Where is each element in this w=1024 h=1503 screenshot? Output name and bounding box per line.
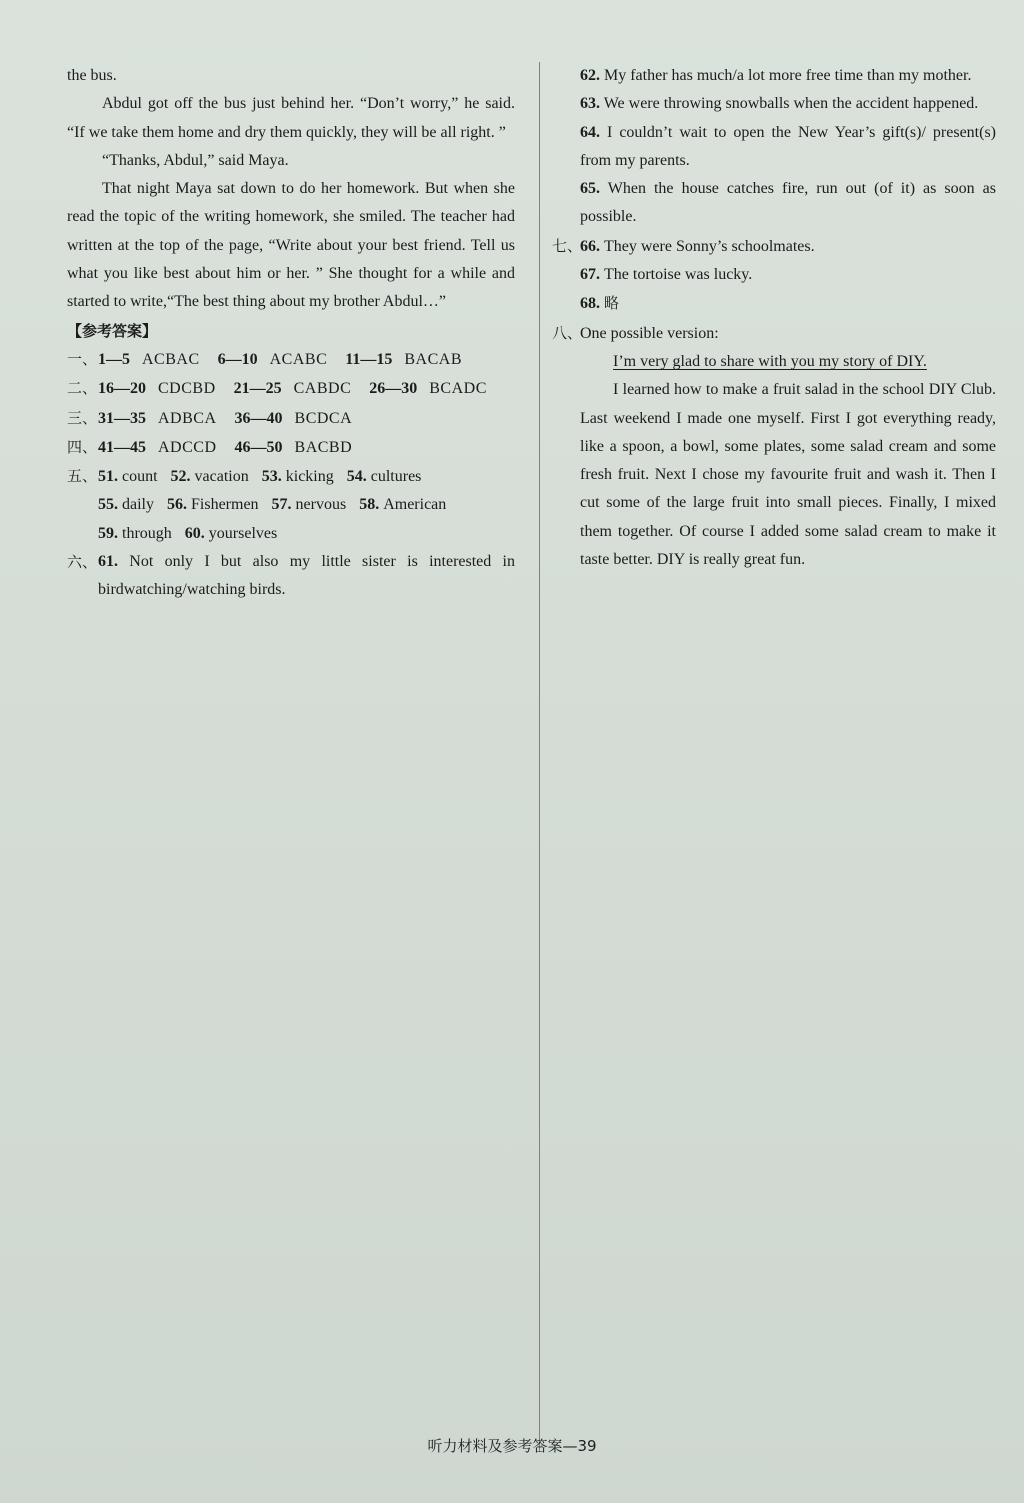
answer-section-3: [67, 404, 515, 433]
answer-section-1: [67, 345, 515, 374]
section-label: 三、: [67, 408, 98, 427]
page-footer: 听力材料及参考答案—39: [427, 1437, 597, 1455]
answer-section-5-row-1: [67, 462, 515, 491]
answer-word: nervous: [295, 496, 347, 514]
answer-key: ADBCA: [158, 409, 217, 427]
answer-sentence: They were Sonny’s schoolmates.: [604, 237, 815, 255]
story-paragraph: Abdul got off the bus just behind her. “Don’t worry,” he said. “If we take them home and dry them quickly, they will be all right. ”: [67, 95, 515, 141]
answer-item: [552, 289, 996, 318]
question-number: 59.: [98, 524, 118, 542]
answer-range: 26—30: [369, 380, 418, 398]
answer-sentence: The tortoise was lucky.: [604, 266, 753, 284]
answer-word: cultures: [370, 468, 422, 486]
essay-title-text: I’m very glad to share with you my story of DIY.: [613, 352, 927, 370]
question-number: 57.: [271, 496, 292, 514]
answer-key: BCADC: [429, 380, 487, 398]
answer-range: 6—10: [217, 350, 258, 368]
answers-heading: 【参考答案】: [67, 321, 158, 340]
question-number: 51.: [98, 468, 118, 486]
question-number: 68.: [580, 295, 600, 313]
story-line: the bus.: [67, 67, 117, 84]
answer-key: ACBAC: [142, 350, 200, 368]
answer-section-4: [67, 433, 515, 462]
answer-section-5-row-2: [67, 491, 515, 519]
version-label: One possible version:: [580, 324, 719, 342]
section-label: 五、: [67, 467, 98, 486]
section-label: 二、: [67, 379, 98, 398]
answer-range: 36—40: [234, 409, 283, 427]
question-number: 53.: [261, 468, 282, 486]
column-divider: [539, 62, 540, 1452]
answer-range: 16—20: [98, 380, 146, 398]
answer-word: Fishermen: [191, 496, 259, 514]
section-label: 四、: [67, 437, 98, 456]
answer-word: American: [383, 496, 447, 514]
answer-section-8: [552, 319, 996, 348]
answer-sentence: Not only I but also my little sister is interested in birdwatching/watching birds.: [98, 553, 516, 599]
answer-section-2: [67, 374, 515, 403]
answer-key: BCDCA: [294, 409, 353, 427]
answer-word: count: [122, 468, 158, 486]
answer-range: 46—50: [234, 438, 283, 456]
answer-word: through: [122, 524, 172, 542]
answer-key: BACAB: [404, 350, 462, 368]
question-number: 55.: [98, 496, 118, 514]
question-number: 52.: [170, 468, 191, 486]
essay-body: I learned how to make a fruit salad in the school DIY Club. Last weekend I made one myself. First I got everything ready, like a spoon, a bowl, some plates, some salad cream and some fresh fruit. Next I chose my favourite fruit and wash it. Then I cut some of the large fruit into small pieces. Finally, I mixed them together. Of course I added some salad cream to make it taste better. DIY is really great fun.: [580, 381, 996, 569]
section-label: 七、: [552, 236, 583, 255]
answer-item: [552, 90, 996, 118]
question-number: 60.: [184, 524, 205, 542]
question-number: 63.: [580, 95, 600, 113]
question-number: 58.: [359, 496, 380, 514]
answer-word: daily: [122, 496, 154, 514]
answer-word: vacation: [194, 468, 249, 486]
answer-key: CABDC: [293, 380, 352, 398]
answer-item: [552, 261, 996, 289]
question-number: 56.: [167, 496, 187, 514]
question-number: 65.: [580, 180, 600, 198]
answer-section-6: [67, 548, 515, 605]
answer-key: CDCBD: [158, 380, 216, 398]
story-paragraph: “Thanks, Abdul,” said Maya.: [102, 151, 289, 169]
answer-key: BACBD: [294, 438, 353, 456]
question-number: 67.: [580, 266, 600, 284]
answer-section-5-row-3: [67, 520, 515, 548]
answer-sentence: When the house catches fire, run out (of it) as soon as possible.: [580, 180, 996, 226]
answer-key: ACABC: [269, 350, 328, 368]
answer-item: [552, 175, 996, 232]
story-paragraph: That night Maya sat down to do her homework. But when she read the topic of the writing homework, she smiled. The teacher had written at the top of the page, “Write about your best friend. Tell us what you like best about him or her. ” She thought for a while and started to write,“The best thing about my brother Abdul…”: [67, 180, 515, 311]
answer-sentence: My father has much/a lot more free time than my mother.: [604, 67, 972, 84]
section-label: 八、: [552, 323, 583, 342]
question-number: 61.: [98, 553, 118, 571]
essay-title: [552, 348, 996, 376]
answer-range: 31—35: [98, 409, 146, 427]
right-column: [552, 62, 996, 574]
answer-sentence: We were throwing snowballs when the accident happened.: [603, 95, 979, 113]
question-number: 66.: [580, 237, 600, 255]
answer-range: 1—5: [98, 350, 130, 368]
answer-key: ADCCD: [158, 438, 217, 456]
section-label: 一、: [67, 349, 98, 368]
question-number: 62.: [580, 67, 600, 84]
answer-range: 41—45: [98, 438, 146, 456]
left-column: [67, 62, 515, 605]
answer-word: yourselves: [208, 524, 278, 542]
section-label: 六、: [67, 553, 98, 572]
question-number: 64.: [580, 123, 600, 141]
answer-section-7: [552, 232, 996, 261]
answer-item: [552, 119, 996, 176]
answer-sentence: I couldn’t wait to open the New Year’s gift(s)/ present(s) from my parents.: [580, 123, 996, 169]
answer-item: [552, 62, 996, 90]
answer-word: kicking: [285, 468, 334, 486]
answer-sentence: 略: [604, 294, 620, 313]
answer-range: 21—25: [233, 380, 282, 398]
answer-range: 11—15: [345, 350, 393, 368]
question-number: 54.: [346, 468, 367, 486]
